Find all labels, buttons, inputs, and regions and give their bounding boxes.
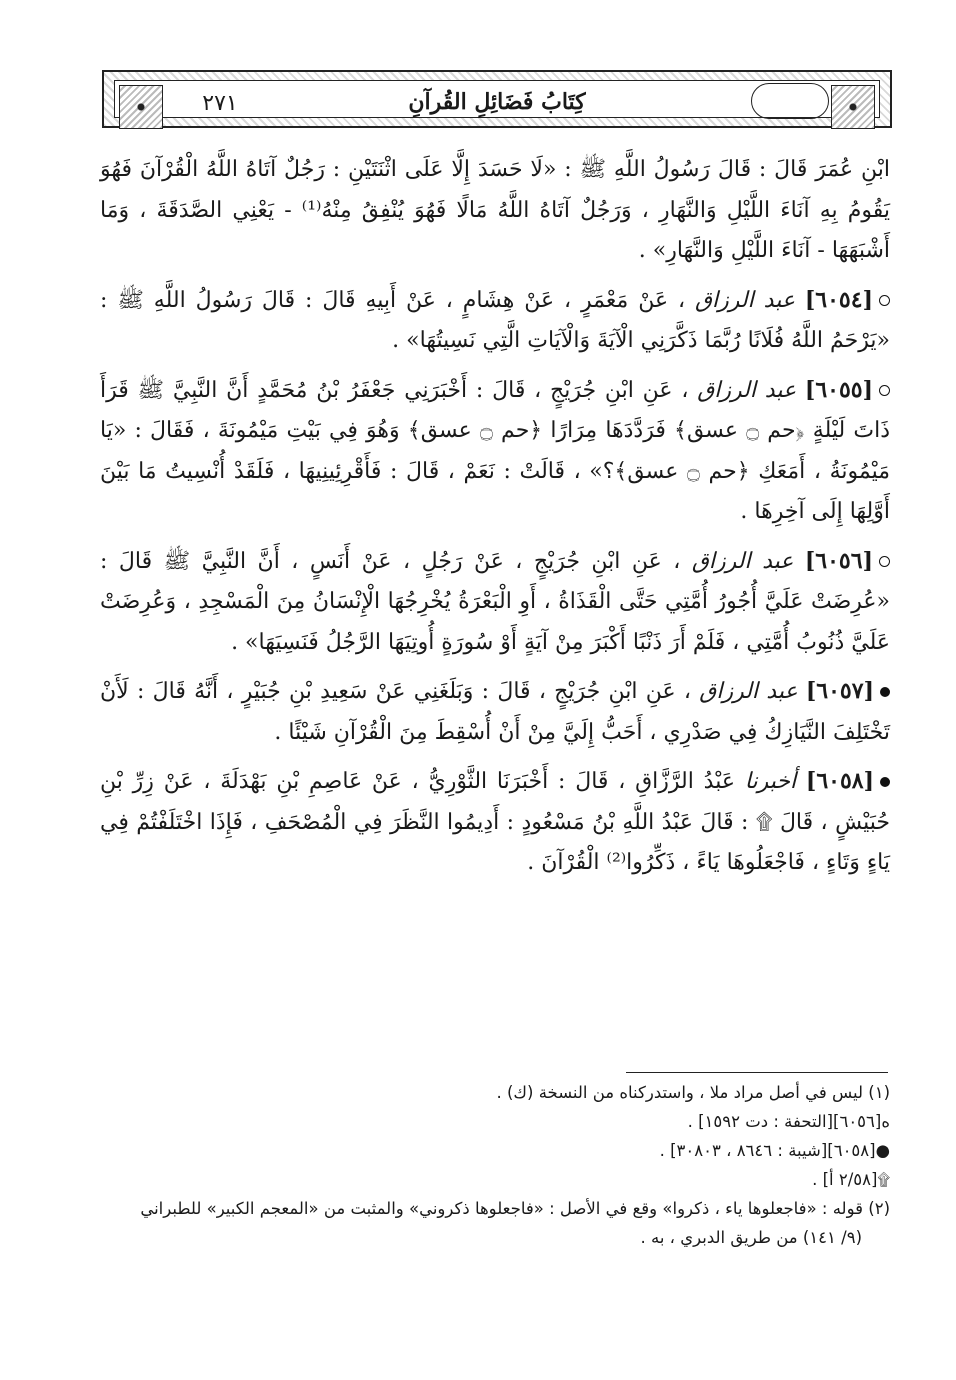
hadith-text: ابْنِ عُمَرَ قَالَ : قَالَ رَسُولُ اللَّهِ ﷺ : «لَا حَسَدَ إِلَّا عَلَى اثْنَتَيْنِ : رَجُلٌ آتَاهُ اللَّهُ الْقُرْآنَ فَهُوَ يَقُومُ بِهِ آنَاءَ اللَّيْلِ وَالنَّهَارِ ، وَرَجُلٌ آتَاهُ اللَّهُ مَالًا فَهُوَ يُنْفِقُ مِنْهُ⁽¹⁾ - يَعْنِي الصَّدَقَةَ ، وَمَا أَشْبَهَهَا - آنَاءَ اللَّيْلِ وَالنَّهَارِ» . [100, 157, 890, 263]
hadith-paragraph [100, 671, 890, 753]
hadith-text: ، عَنِ ابْنِ جُرَيْجٍ ، عَنْ رَجُلٍ ، عَنْ أَنَسٍ ، أَنَّ النَّبِيَّ ﷺ قَالَ : «عُرِضَتْ عَلَيَّ أُجُورُ أُمَّتِي حَتَّى الْقَذَاةُ ، أَوِ الْبَعْرَةُ يُخْرِجُهَا الْإِنْسَانُ مِنَ الْمَسْجِدِ ، وَعُرِضَتْ عَلَيَّ ذُنُوبُ أُمَّتِي ، فَلَمْ أَرَ ذَنْبًا أَكْبَرَ مِنْ آيَةٍ أَوْ سُورَةٍ أُوتِيَهَا الرَّجُلُ فَنَسِيَهَا» . [100, 548, 890, 655]
hadith-source: عبد الرزاق [699, 679, 798, 704]
footnotes [100, 1078, 890, 1252]
ring-marker-icon [879, 295, 890, 306]
footnote: (٢) قوله : «فاجعلوها ياء ، ذكروا» وقع في الأصل : «فاجعلوها ذكروني» والمثبت من «المعجم الكبير» للطبراني [140, 1199, 890, 1218]
hadith-source: أخبرنا [744, 769, 797, 794]
hadith-paragraph [100, 541, 890, 664]
bullet-marker-icon [880, 687, 890, 697]
ring-marker-icon [879, 385, 890, 396]
hadith-text: ، عَنِ ابْنِ جُرَيْجٍ ، قَالَ : أَخْبَرَنِي جَعْفَرُ بْنُ مُحَمَّدٍ أَنَّ النَّبِيَّ ﷺ قَرَأَ ذَاتَ لَيْلَةٍ ﴿حم ۝ عسق﴾ فَرَدَّدَهَا مِرَارًا ﴿حم ۝ عسق﴾ وَهُوَ فِي بَيْتِ مَيْمُونَةَ ، فَقَالَ : «يَا مَيْمُونَةُ ، أَمَعَكِ ﴿حم ۝ عسق﴾؟» ، قَالَتْ : نَعَمْ ، قَالَ : فَأَقْرِئِينِيهَا ، فَلَقَدْ أُنْسِيتُ مَا بَيْنَ أَوَّلِهَا إِلَى آخِرِهَا . [100, 377, 890, 524]
ornament-left-icon [119, 85, 163, 129]
hadith-number: [٦٠٥٥] [804, 376, 873, 403]
hadith-paragraph [100, 280, 890, 362]
hadith-source: عبد الرزاق [694, 287, 795, 313]
hadith-number: [٦٠٥٤] [804, 286, 873, 313]
hadith-source: عبد الرزاق [691, 548, 794, 574]
footnote: ه[٦٠٥٦][التحفة : دت ١٥٩٢] . [687, 1112, 890, 1131]
ring-marker-icon [879, 556, 890, 567]
footnote: (١) ليس في أصل مراد ملا ، واستدركناه من النسخة (ك) . [496, 1083, 890, 1102]
bullet-marker-icon [880, 777, 890, 787]
footnote-separator [626, 1072, 888, 1073]
hadith-paragraph [100, 370, 890, 533]
hadith-text: ، عَنِ ابْنِ جُرَيْجٍ ، قَالَ : وَبَلَغَنِي عَنْ سَعِيدِ بْنِ جُبَيْرٍ ، أَنَّهُ قَالَ : لَأَنْ تَخْتَلِفَ النَّيَازِكُ فِي صَدْرِي ، أَحَبُّ إِلَيَّ مِنْ أَنْ أُسْقِطَ مِنَ الْقُرْآنِ شَيْئًا . [100, 679, 890, 745]
page-header [102, 70, 892, 128]
hadith-text: عَبْدُ الرَّزَّاقِ ، قَالَ : أَخْبَرَنَا الثَّوْرِيُّ ، عَنْ عَاصِمِ بْنِ بَهْدَلَةَ ، عَنْ زِرِّ بْنِ حُبَيْشٍ ، قَالَ ۩ : قَالَ عَبْدُ اللَّهِ بْنُ مَسْعُودٍ : أَدِيمُوا النَّظَرَ فِي الْمُصْحَفِ ، فَإِذَا اخْتَلَفْتُمْ فِي يَاءٍ وَتَاءٍ ، فَاجْعَلُوهَا يَاءً ، ذَكِّرُوا⁽²⁾ الْقُرْآنَ . [100, 769, 890, 875]
header-frame [114, 80, 880, 118]
hadith-paragraph [100, 150, 890, 272]
hadith-number: [٦٠٥٦] [804, 547, 873, 574]
hadith-text: ، عَنْ مَعْمَرٍ ، عَنْ هِشَامٍ ، عَنْ أَبِيهِ قَالَ : قَالَ رَسُولُ اللَّهِ ﷺ : «يَرْحَمُ اللَّهُ فُلَانًا رُبَّمَا ذَكَّرَنِي الْآيَةَ وَالْآيَاتِ الَّتِي نَسِيتُهَا» . [100, 287, 890, 353]
running-title: كِتَابُ فَضَائِلِ القُرآنِ [408, 89, 586, 115]
footnote: ●[٦٠٥٨][شيبة : ٨٦٤٦ ، ٣٠٨٠٣] . [659, 1141, 890, 1160]
hadith-source: عبد الرزاق [697, 377, 797, 403]
hadith-paragraph [100, 761, 890, 884]
hadith-number: [٦٠٥٧] [805, 678, 874, 704]
footnote: ۩[٢/٥٨ أ] . [812, 1170, 890, 1189]
page-number: ٢٧١ [202, 91, 238, 116]
seal-logo-icon [751, 83, 829, 119]
hadith-number: [٦٠٥٨] [805, 768, 874, 794]
main-text [100, 150, 890, 892]
footnote: (٩/ ١٤١) من طريق الدبري ، به . [640, 1228, 862, 1247]
ornament-right-icon [831, 85, 875, 129]
